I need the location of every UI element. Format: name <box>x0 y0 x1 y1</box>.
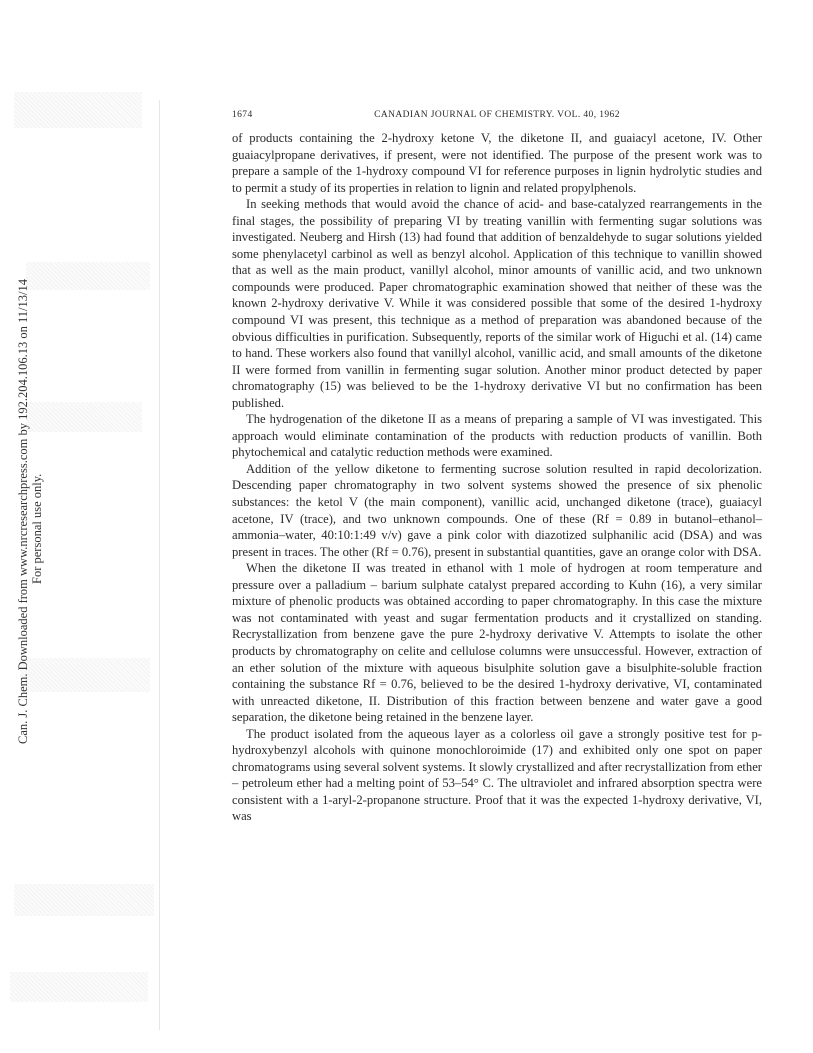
paragraph: Addition of the yellow diketone to fermenting sucrose solution resulted in rapid decolorization. Descending paper chromatography in two solvent systems showed the presence of six phenolic substances: the ketol V (the main component), vanillic acid, unchanged diketone (trace), guaiacyl acetone, IV (trace), and two unknown compounds. One of these (Rf = 0.89 in butanol–ethanol–ammonia–water, 40:10:1:49 v/v) gave a pink color with diazotized sulphanilic acid (DSA) and was present in traces. The other (Rf = 0.76), present in substantial quantities, gave an orange color with DSA. <box>232 461 762 559</box>
scan-artifact <box>26 262 150 290</box>
paragraph: of products containing the 2-hydroxy ketone V, the diketone II, and guaiacyl acetone, IV. Other guaiacylpropane derivatives, if present, were not identified. The purpose of the present work was to prepare a sample of the 1-hydroxy compound VI for reference purposes in lignin hydrolytic studies and to permit a study of its properties in relation to lignin and related propylphenols. <box>232 131 762 195</box>
scan-artifact <box>14 92 142 128</box>
running-head <box>232 110 762 130</box>
paragraph: The hydrogenation of the diketone II as a means of preparing a sample of VI was investigated. This approach would eliminate contamination of the products with reduction products of vanillin. Both phytochemical and catalytic reduction methods were examined. <box>232 412 762 460</box>
watermark-line-1: Can. J. Chem. Downloaded from www.nrcresearchpress.com by 192.204.106.13 on 11/13/14 <box>16 279 30 744</box>
watermark-line-2: For personal use only. <box>30 473 44 584</box>
margin-rule <box>159 100 160 1030</box>
paragraph: When the diketone II was treated in ethanol with 1 mole of hydrogen at room temperature and pressure over a palladium – barium sulphate catalyst prepared according to Kuhn (16), a very similar mixture of phenolic products was obtained according to paper chromatography. In this case the mixture was not contaminated with yeast and sugar fermentation products and it crystallized on standing. Recrystallization from benzene gave the pure 2-hydroxy derivative V. Attempts to isolate the other products by chromatography on celite and cellulose columns were unsuccessful. However, extraction of an ether solution of the mixture with aqueous bisulphite solution gave a bisulphite-soluble fraction containing the substance Rf = 0.76, believed to be the desired 1-hydroxy derivative, VI, contaminated with unreacted diketone, II. Distribution of this fraction between benzene and water gave a good separation, the diketone being retained in the benzene layer. <box>232 561 762 725</box>
journal-title: CANADIAN JOURNAL OF CHEMISTRY. VOL. 40, 1962 <box>374 110 620 120</box>
scan-artifact <box>14 884 154 916</box>
paragraph: The product isolated from the aqueous layer as a colorless oil gave a strongly positive test for p-hydroxybenzyl alcohols with quinone monochloroimide (17) and exhibited only one spot on paper chromatograms using several solvent systems. It slowly crystallized and after recrystallization from ether – petroleum ether had a melting point of 53–54° C. The ultraviolet and infrared absorption spectra were consistent with a 1-aryl-2-propanone structure. Proof that it was the expected 1-hydroxy derivative, VI, was <box>232 726 762 824</box>
paragraph: In seeking methods that would avoid the chance of acid- and base-catalyzed rearrangements in the final stages, the possibility of preparing VI by treating vanillin with fermenting sugar solutions was investigated. Neuberg and Hirsh (13) had found that addition of benzaldehyde to sugar solutions yielded some phenylacetyl carbinol as well as benzyl alcohol. Application of this technique to vanillin showed that as well as the main product, vanillyl alcohol, minor amounts of vanillic acid, and two unknown compounds were produced. Paper chromatographic examination showed that neither of these was the known 2-hydroxy derivative V. While it was considered possible that some of the desired 1-hydroxy compound VI was present, this technique as a method of preparation was abandoned because of the obvious difficulties in purification. Subsequently, reports of the similar work of Higuchi et al. (14) came to hand. These workers also found that vanillyl alcohol, vanillic acid, and small amounts of the diketone II were formed from vanillin in fermenting sugar solution. Another minor product detected by paper chromatography (15) was believed to be the 1-hydroxy derivative VI but no confirmation has been published. <box>232 197 762 410</box>
article-page <box>232 110 762 825</box>
page-number: 1674 <box>232 110 253 120</box>
left-margin <box>0 0 160 1053</box>
download-watermark <box>16 279 44 744</box>
scan-artifact <box>10 972 148 1002</box>
article-body <box>232 130 762 825</box>
